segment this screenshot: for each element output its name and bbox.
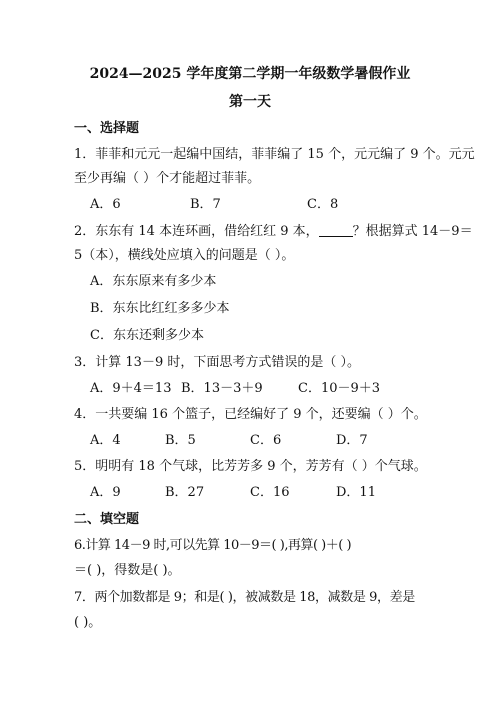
question-5-option-c: C．16 <box>250 485 290 500</box>
question-5-line-1: 5．明明有 18 个气球，比芳芳多 9 个，芳芳有（ ）个气球。 <box>74 459 427 474</box>
question-2-line-1-end: ？根据算式 14－9＝ <box>352 224 473 239</box>
question-2-option-a: A．东东原来有多少本 <box>90 274 217 289</box>
question-2-option-b: B．东东比红红多多少本 <box>90 301 230 316</box>
question-6-line-1: 6.计算 14－9 时,可以先算 10－9＝( ),再算( )＋( ) <box>74 538 352 553</box>
page-subtitle: 第一天 <box>229 94 271 110</box>
question-1-option-b: B．7 <box>190 197 221 212</box>
answer-blank <box>319 224 353 237</box>
question-3-option-c: C．10－9＋3 <box>298 381 381 396</box>
question-4-option-c: C．6 <box>250 433 282 448</box>
question-4-option-a: A．4 <box>90 433 121 448</box>
page-title: 2024—2025 学年度第二学期一年级数学暑假作业 <box>89 66 411 82</box>
question-2-line-1 <box>74 224 473 240</box>
question-7-line-1: 7．两个加数都是 9；和是( )，被减数是 18，减数是 9，差是 <box>74 590 415 605</box>
question-5-option-a: A．9 <box>90 485 121 500</box>
question-3-line-1: 3．计算 13－9 时，下面思考方式错误的是（ ）。 <box>74 355 360 370</box>
question-1-line-2: 至少再编（ ）个才能超过菲菲。 <box>74 171 261 186</box>
question-7-line-2: ( )。 <box>74 615 102 630</box>
question-1-line-1: 1．菲菲和元元一起编中国结，菲菲编了 15 个，元元编了 9 个。元元 <box>74 147 475 162</box>
question-4-option-d: D．7 <box>336 433 368 448</box>
question-1-option-c: C．8 <box>307 197 339 212</box>
section-heading-fill-blank: 二、填空题 <box>74 512 140 527</box>
section-heading-choice: 一、选择题 <box>74 121 140 136</box>
question-2-line-2: 5（本），横线处应填入的问题是（ ）。 <box>74 248 295 263</box>
question-1-option-a: A．6 <box>90 197 121 212</box>
question-5-option-b: B．27 <box>165 485 205 500</box>
question-2-option-c: C．东东还剩多少本 <box>90 328 204 343</box>
question-4-line-1: 4．一共要编 16 个篮子，已经编好了 9 个，还要编（ ）个。 <box>74 407 427 422</box>
question-4-option-b: B．5 <box>165 433 196 448</box>
question-3-option-a: A．9＋4＝13 <box>90 381 172 396</box>
question-3-option-b: B．13－3＋9 <box>181 381 263 396</box>
question-5-option-d: D．11 <box>336 485 376 500</box>
question-6-line-2: ＝( )，得数是( )。 <box>74 563 181 578</box>
question-2-line-1-start: 2．东东有 14 本连环画，借给红红 9 本， <box>74 224 319 239</box>
